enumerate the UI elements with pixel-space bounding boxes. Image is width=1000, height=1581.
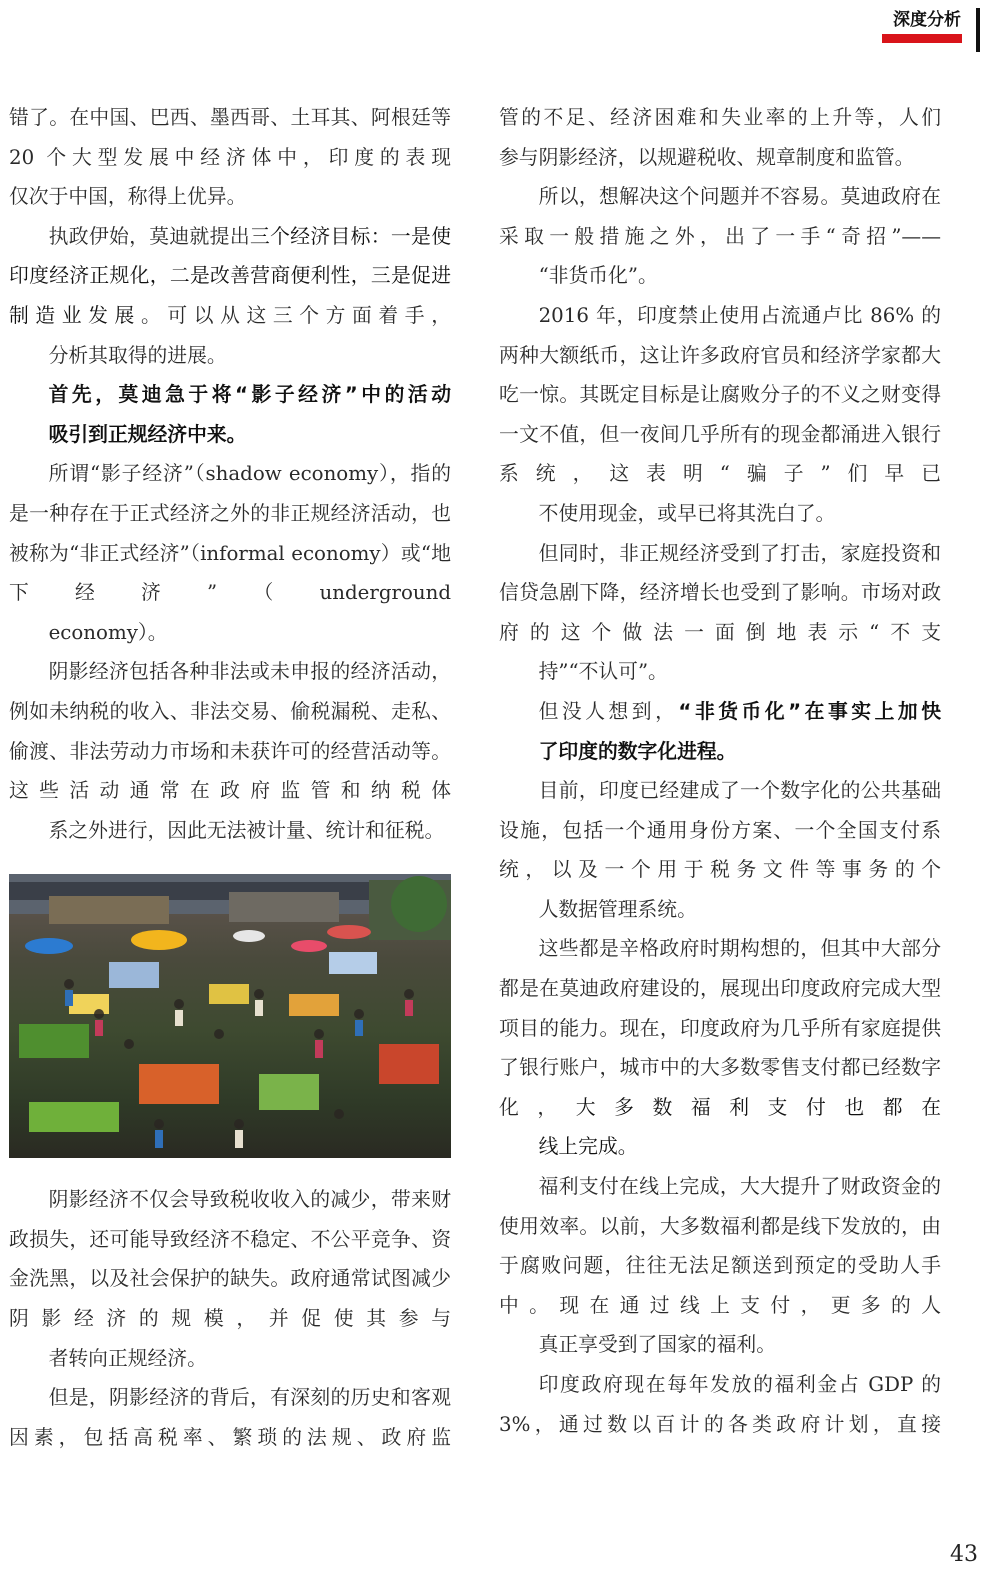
section-label: 深度分析: [893, 10, 961, 30]
paragraph: 所以，想解决这个问题并不容易。莫迪政府在采取一般措施之外，出了一手“奇招”—— “非货币化”。: [499, 185, 941, 288]
page-number: 43: [950, 1542, 978, 1567]
paragraph: 执政伊始，莫迪就提出三个经济目标：一是使印度经济正规化，二是改善营商便利性，三是促进制造业发展。可以从这三个方面着手， 分析其取得的进展。: [9, 224, 451, 367]
highlighted-text: 了印度的数字化进程。: [538, 739, 737, 763]
paragraph: 但没人想到，“非货币化”在事实上加快 了印度的数字化进程。: [499, 692, 941, 771]
paragraph: 所谓“影子经济”（shadow economy），指的是一种存在于正式经济之外的非正规经济活动，也被称为“非正式经济”（informal economy）或“地下经济”（underground economy）。: [9, 462, 451, 644]
paragraph: 这些都是辛格政府时期构想的，但其中大部分都是在莫迪政府建设的，展现出印度政府完成大型项目的能力。现在，印度政府为几乎所有家庭提供了银行账户，城市中的大多数零售支付都已经数字化，大多数福利支付也都在 线上完成。: [499, 929, 941, 1167]
paragraph: 目前，印度已经建成了一个数字化的公共基础设施，包括一个通用身份方案、一个全国支付系统，以及一个用于税务文件等事务的个 人数据管理系统。: [499, 779, 941, 921]
market-scene-illustration: [9, 874, 451, 1158]
left-column: [9, 98, 451, 1457]
section-header: [882, 8, 972, 43]
paragraph: 错了。在中国、巴西、墨西哥、土耳其、阿根廷等 20 个大型发展中经济体中，印度的表现 仅次于中国，称得上优异。: [9, 106, 451, 209]
paragraph: 但是，阴影经济的背后，有深刻的历史和客观因素，包括高税率、繁琐的法规、政府监: [9, 1386, 451, 1449]
highlighted-text: 大多数福利支付也都在: [575, 1095, 941, 1119]
paragraph: 2016 年，印度禁止使用占流通卢比 86% 的两种大额纸币，这让许多政府官员和经济学家都大吃一惊。其既定目标是让腐败分子的不义之财变得一文不值，但一夜间几乎所有的现金都涌进入银行系统，这表明“骗子”们早已 不使用现金，或早已将其洗白了。: [499, 303, 941, 525]
paragraph: 福利支付在线上完成，大大提升了财政资金的使用效率。以前，大多数福利都是线下发放的，由于腐败问题，往往无法足额送到预定的受助人手中。现在通过线上支付，更多的人 真正享受到了国家的福利。: [499, 1175, 941, 1357]
highlighted-paragraph: 首先，莫迪急于将“影子经济”中的活动 吸引到正规经济中来。: [48, 383, 451, 446]
section-divider-rule: [976, 8, 980, 52]
section-accent-bar: [882, 34, 962, 43]
right-column: [499, 98, 941, 1444]
paragraph: 但同时，非正规经济受到了打击，家庭投资和信贷急剧下降，经济增长也受到了影响。市场对政府的这个做法一面倒地表示“不支 持”“不认可”。: [499, 541, 941, 684]
market-photo: [9, 874, 451, 1158]
highlighted-text: 三个经济目标：一是使印度经济正规化，二是改善营商便利性，三是促进制造业发展: [9, 224, 451, 327]
paragraph: 阴影经济包括各种非法或未申报的经济活动，例如未纳税的收入、非法交易、偷税漏税、走私、偷渡、非法劳动力市场和未获许可的经营活动等。这些活动通常在政府监管和纳税体 系之外进行，因此无法被计量、统计和征税。: [9, 660, 451, 842]
paragraph: 管的不足、经济困难和失业率的上升等，人们 参与阴影经济，以规避税收、规章制度和监管。: [499, 106, 941, 169]
paragraph: 阴影经济不仅会导致税收收入的减少，带来财政损失，还可能导致经济不稳定、不公平竞争、资金洗黑，以及社会保护的缺失。政府通常试图减少阴影经济的规模，并促使其参与 者转向正规经济。: [9, 1188, 451, 1370]
paragraph: 印度政府现在每年发放的福利金占 GDP 的 3%，通过数以百计的各类政府计划，直接: [499, 1373, 941, 1436]
highlighted-text: “非货币化”在事实上加快: [678, 699, 941, 723]
highlighted-text: 线上完成。: [538, 1135, 638, 1159]
